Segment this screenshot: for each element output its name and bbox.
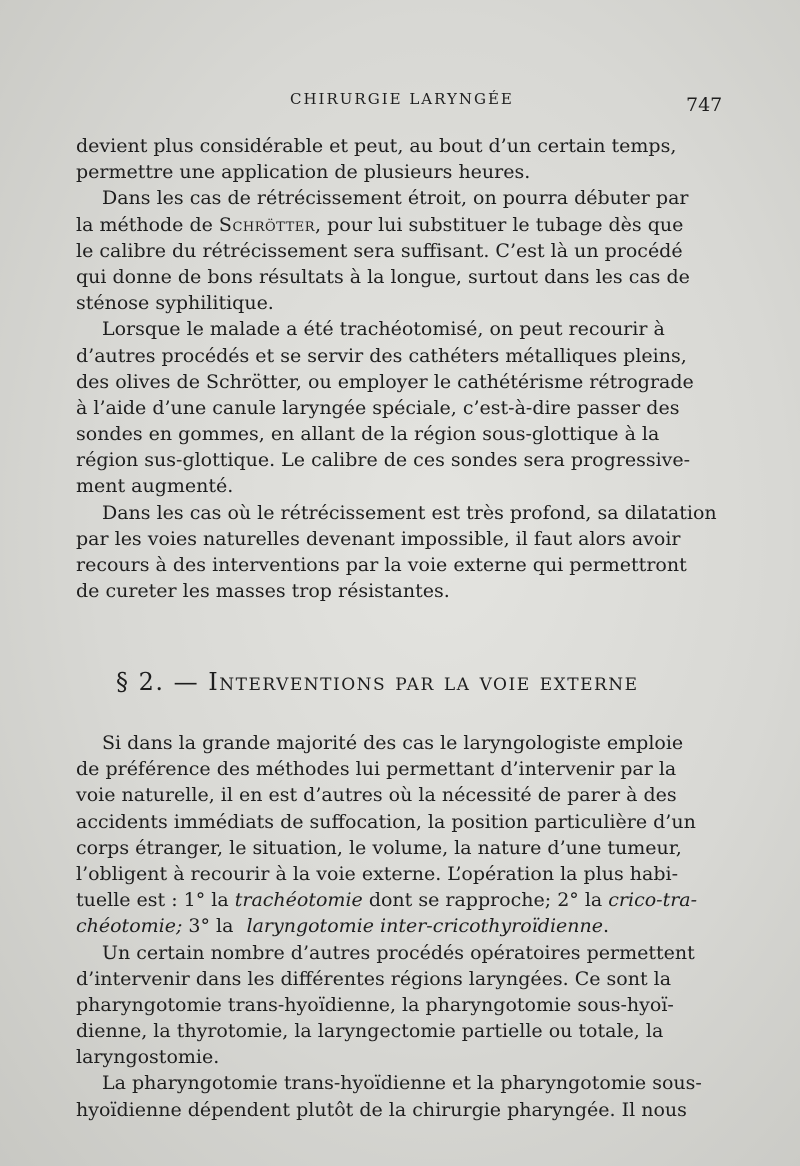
text-line: accidents immédiats de suffocation, la position particulière d’un (76, 810, 696, 833)
text-line: à l’aide d’une canule laryngée spéciale, c’est-à-dire passer des (76, 396, 680, 419)
text-line: la méthode de Schrötter, pour lui substituer le tubage dès que (76, 213, 684, 236)
paragraph-start: Dans les cas de rétrécissement étroit, on pourra débuter par (102, 187, 689, 210)
text-line: permettre une application de plusieurs heures. (76, 161, 531, 184)
paragraph-start: Lorsque le malade a été trachéotomisé, on peut recourir à (102, 318, 665, 341)
section-heading (116, 668, 639, 696)
text-block-lower (76, 730, 726, 1123)
text-line: corps étranger, le situation, le volume, la nature d’une tumeur, (76, 836, 682, 859)
text-line: laryngostomie. (76, 1046, 220, 1069)
text-line: d’autres procédés et se servir des cathéters métalliques pleins, (76, 344, 687, 367)
text-line: l’obligent à recourir à la voie externe. L’opération la plus habi- (76, 862, 679, 885)
text-line: voie naturelle, il en est d’autres où la nécessité de parer à des (76, 784, 677, 807)
running-head: CHIRURGIE LARYNGÉE (290, 90, 514, 108)
text-block-upper (76, 133, 726, 604)
text-line: pharyngotomie trans-hyoïdienne, la pharyngotomie sous-hyoï- (76, 993, 674, 1016)
text-line: devient plus considérable et peut, au bout d’un certain temps, (76, 135, 677, 157)
paragraph-start: Si dans la grande majorité des cas le laryngologiste emploie (102, 732, 684, 754)
italic-term: crico-tra- (608, 889, 698, 912)
paragraph-start: Dans les cas où le rétrécissement est très profond, sa dilatation (102, 501, 717, 524)
paragraph-start: Un certain nombre d’autres procédés opératoires permettent (102, 941, 695, 964)
section-heading-text: § 2. — Interventions par la voie externe (116, 668, 639, 696)
author-name: Schrötter (218, 213, 316, 236)
text-line: chéotomie; 3° la laryngotomie inter-cricothyroïdienne. (76, 915, 610, 938)
text-line: ment augmenté. (76, 475, 234, 498)
italic-term: chéotomie; (76, 915, 183, 938)
italic-term: laryngotomie inter-cricothyroïdienne (246, 915, 603, 938)
text-line: sondes en gommes, en allant de la région sous-glottique à la (76, 423, 660, 446)
text-line: région sus-glottique. Le calibre de ces sondes sera progressive- (76, 449, 691, 472)
text-line: le calibre du rétrécissement sera suffisant. C’est là un procédé (76, 239, 683, 262)
text-line: hyoïdienne dépendent plutôt de la chirurgie pharyngée. Il nous (76, 1098, 687, 1121)
text-line: de préférence des méthodes lui permettant d’intervenir par la (76, 758, 677, 781)
text-line: d’intervenir dans les différentes régions laryngées. Ce sont la (76, 967, 672, 990)
italic-term: trachéotomie (234, 889, 363, 912)
text-line: recours à des interventions par la voie externe qui permettront (76, 554, 687, 576)
text-line: de cureter les masses trop résistantes. (76, 580, 450, 603)
text-line: par les voies naturelles devenant impossible, il faut alors avoir (76, 527, 681, 550)
paragraph-start: La pharyngotomie trans-hyoïdienne et la pharyngotomie sous- (102, 1072, 702, 1095)
text-line: des olives de Schrötter, ou employer le cathétérisme rétrograde (76, 370, 694, 393)
text-line: dienne, la thyrotomie, la laryngectomie partielle ou totale, la (76, 1020, 664, 1043)
text-line: tuelle est : 1° la trachéotomie dont se rapproche; 2° la crico-tra- (76, 889, 698, 912)
text-line: sténose syphilitique. (76, 292, 274, 315)
page-number: 747 (686, 94, 723, 116)
text-line: qui donne de bons résultats à la longue, surtout dans les cas de (76, 265, 690, 288)
